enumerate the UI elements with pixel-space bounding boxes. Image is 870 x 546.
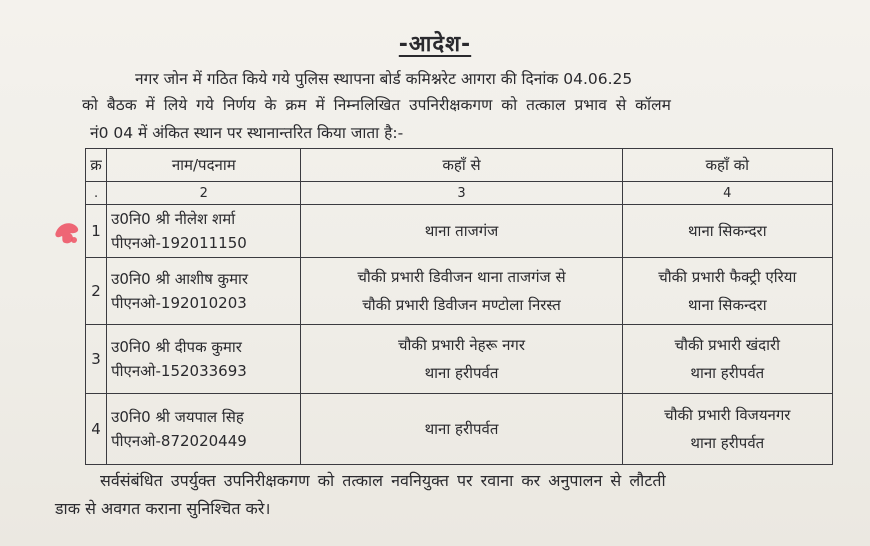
- table-row: [86, 258, 833, 325]
- footer-line-1: सर्वसंबंधित उपर्युक्त उपनिरीक्षकगण को तत्काल नवनियुक्त पर रवाना कर अनुपालन से लौटती: [100, 471, 666, 490]
- transfer-table: [85, 148, 833, 465]
- column-number-4: 4: [622, 182, 832, 205]
- row-name-cell: [107, 258, 301, 325]
- to-line: चौकी प्रभारी खंदारी: [674, 336, 781, 354]
- to-line: चौकी प्रभारी विजयनगर: [664, 406, 791, 424]
- header-to: कहाँ को: [622, 149, 832, 182]
- column-number-2: 2: [107, 182, 301, 205]
- officer-name: उ0नि0 श्री नीलेश शर्मा: [111, 210, 236, 228]
- table-row: [86, 325, 833, 394]
- officer-pno: पीएनओ-192011150: [111, 234, 247, 252]
- row-serial: 4: [86, 394, 107, 465]
- officer-pno: पीएनओ-152033693: [111, 362, 247, 380]
- row-serial: 3: [86, 325, 107, 394]
- table-row: [86, 394, 833, 465]
- officer-pno: पीएनओ-192010203: [111, 294, 247, 312]
- to-line: थाना हरीपर्वत: [690, 364, 765, 382]
- intro-line-3: नं0 04 में अंकित स्थान पर स्थानान्तरित किया जाता है:-: [90, 124, 404, 142]
- red-scribble-mark: [52, 218, 82, 248]
- footer-line-2: डाक से अवगत कराना सुनिश्चित करे।: [55, 499, 271, 518]
- row-from-cell: [301, 258, 622, 325]
- column-number-3: 3: [301, 182, 622, 205]
- document-title: -आदेश-: [398, 32, 472, 57]
- row-to-cell: [622, 325, 832, 394]
- row-to-cell: [622, 205, 832, 258]
- intro-line-2: को बैठक में लिये गये निर्णय के क्रम में निम्नलिखित उपनिरीक्षकगण को तत्काल प्रभाव से कॉलम: [82, 96, 671, 114]
- row-serial: 1: [86, 205, 107, 258]
- from-line: चौकी प्रभारी नेहरू नगर: [398, 336, 525, 354]
- officer-name: उ0नि0 श्री दीपक कुमार: [111, 338, 242, 356]
- row-name-cell: [107, 394, 301, 465]
- column-number-row: [86, 182, 833, 205]
- row-name-cell: [107, 205, 301, 258]
- officer-name: उ0नि0 श्री जयपाल सिह: [111, 408, 244, 426]
- column-number-1: .: [86, 182, 107, 205]
- header-serial: क्र: [86, 149, 107, 182]
- header-from: कहाँ से: [301, 149, 622, 182]
- from-line: चौकी प्रभारी डिवीजन मण्टोला निरस्त: [362, 296, 561, 314]
- table-header-row: [86, 149, 833, 182]
- row-to-cell: [622, 258, 832, 325]
- to-line: थाना सिकन्दरा: [687, 222, 767, 240]
- to-line: थाना सिकन्दरा: [687, 296, 767, 314]
- from-line: थाना हरीपर्वत: [424, 420, 499, 438]
- from-line: थाना हरीपर्वत: [424, 364, 499, 382]
- row-serial: 2: [86, 258, 107, 325]
- from-line: थाना ताजगंज: [424, 222, 499, 240]
- row-from-cell: [301, 325, 622, 394]
- row-from-cell: [301, 394, 622, 465]
- row-to-cell: [622, 394, 832, 465]
- header-name: नाम/पदनाम: [107, 149, 301, 182]
- table-row: [86, 205, 833, 258]
- row-name-cell: [107, 325, 301, 394]
- row-from-cell: [301, 205, 622, 258]
- intro-line-1: नगर जोन में गठित किये गये पुलिस स्थापना बोर्ड कमिश्नरेट आगरा की दिनांक 04.06.25: [135, 70, 633, 88]
- officer-pno: पीएनओ-872020449: [111, 432, 247, 450]
- to-line: थाना हरीपर्वत: [690, 434, 765, 452]
- to-line: चौकी प्रभारी फैक्ट्री एरिया: [658, 268, 797, 286]
- officer-name: उ0नि0 श्री आशीष कुमार: [111, 270, 249, 288]
- from-line: चौकी प्रभारी डिवीजन थाना ताजगंज से: [357, 268, 566, 286]
